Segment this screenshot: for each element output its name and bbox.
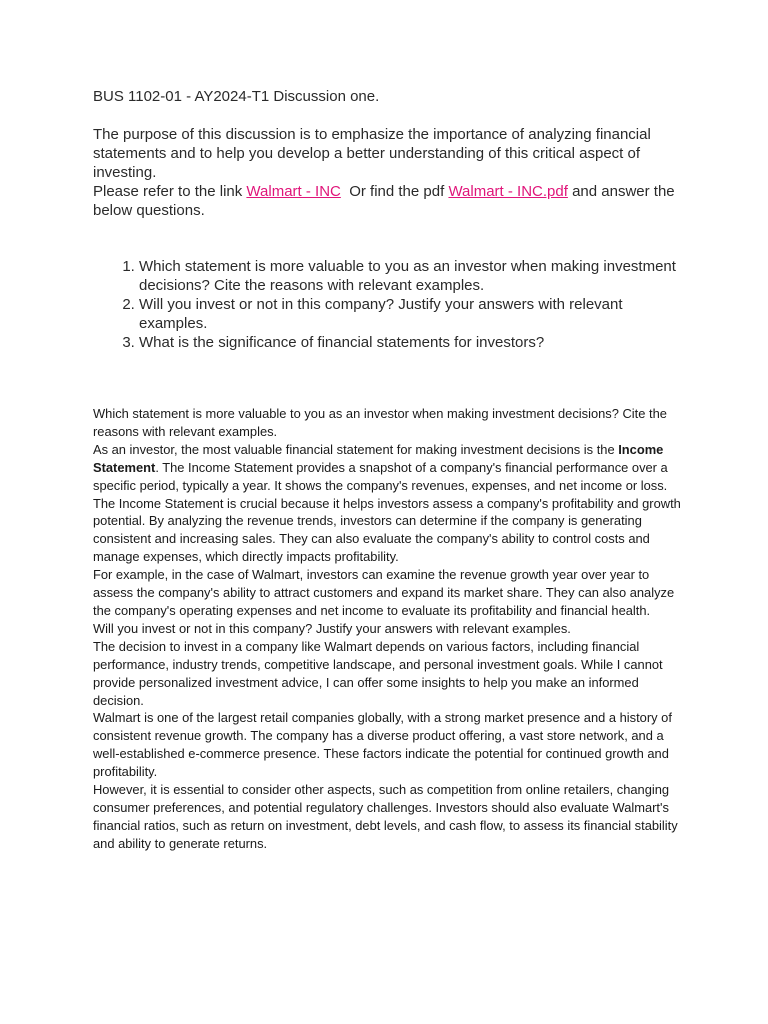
answer-1-prefix: As an investor, the most valuable financial statement for making investment decisions is the: [93, 441, 619, 457]
answer-1-paragraph-3: For example, in the case of Walmart, investors can examine the revenue growth year over year to assess the company's ability to attract customers and expand its market share. They can also analyze the company's operating expenses and net income to evaluate its profitability and financial health.: [93, 567, 675, 618]
answer-1-paragraph-1: [93, 441, 683, 495]
discussion-header: [93, 87, 693, 352]
refer-suffix: and answer the below questions.: [93, 183, 675, 219]
walmart-inc-link[interactable]: Walmart - INC: [246, 183, 341, 200]
refer-prefix: Please refer to the link: [93, 183, 247, 200]
walmart-inc-pdf-link[interactable]: Walmart - INC.pdf: [448, 183, 568, 200]
list-item: 3. What is the significance of financial statements for investors?: [139, 333, 693, 352]
answer-2-paragraph-3: However, it is essential to consider other aspects, such as competition from online retailers, changing consumer preferences, and potential regulatory challenges. Investors should also evaluate Walmart's financial ratios, such as return on investment, debt levels, and cash flow, to assess its financial stability and ability to generate returns.: [93, 782, 678, 851]
refer-paragraph: [93, 182, 693, 220]
income-statement-bold: Income Statement: [93, 441, 664, 475]
intro-paragraph: The purpose of this discussion is to emphasize the importance of analyzing financial statements and to help you develop a better understanding of this critical aspect of investing.: [93, 126, 651, 181]
question-1-heading: Which statement is more valuable to you as an investor when making investment decisions? Cite the reasons with relevant examples.: [93, 406, 667, 439]
answer-1-suffix: . The Income Statement provides a snapshot of a company's financial performance over a specific period, typically a year. It shows the company's revenues, expenses, and net income or loss.: [93, 459, 668, 493]
list-item: 1. Which statement is more valuable to you as an investor when making investment decisions? Cite the reasons with relevant examples.: [139, 257, 693, 295]
questions-list: [93, 257, 693, 352]
list-item: 2. Will you invest or not in this company? Justify your answers with relevant examples.: [139, 295, 693, 333]
answer-2-paragraph-1: The decision to invest in a company like Walmart depends on various factors, including financial performance, industry trends, competitive landscape, and personal investment goals. While I cannot provide personalized investment advice, I can offer some insights to help you make an informed decision.: [93, 638, 663, 708]
answers-section: [93, 405, 683, 853]
answer-2-paragraph-2: Walmart is one of the largest retail companies globally, with a strong market presence and a history of consistent revenue growth. The company has a diverse product offering, a vast store network, and a well-established e-commerce presence. These factors indicate the potential for continued growth and profitability.: [93, 710, 672, 780]
refer-mid: Or find the pdf: [340, 183, 449, 200]
answer-1-paragraph-2: The Income Statement is crucial because it helps investors assess a company's profitability and growth potential. By analyzing the revenue trends, investors can determine if the company is generating consistent and increasing sales. They can also evaluate the company's ability to control costs and manage expenses, which directly impacts profitability.: [93, 495, 681, 565]
course-title: BUS 1102-01 - AY2024-T1 Discussion one.: [93, 88, 380, 105]
question-2-heading: Will you invest or not in this company? Justify your answers with relevant examples.: [93, 620, 571, 636]
